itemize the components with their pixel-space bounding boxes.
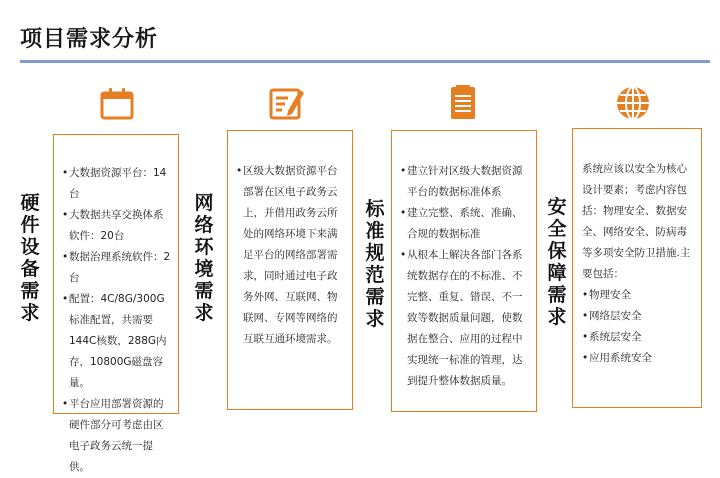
standards-requirements-card: [391, 130, 537, 412]
list-item: • 建立完整、系统、准确、合规的数据标准: [400, 203, 530, 245]
side-label-security: 安全保障需求: [547, 196, 567, 328]
list-item: • 系统层安全: [582, 327, 695, 348]
list-item: • 物理安全: [582, 285, 695, 306]
hardware-requirements-card: [53, 134, 179, 473]
security-requirements-card: [572, 128, 702, 408]
list-item: • 建立针对区级大数据资源平台的数据标准体系: [400, 161, 530, 203]
side-label-standards: 标准规范需求: [365, 198, 385, 330]
list-item: • 网络层安全: [582, 306, 695, 327]
list-item: • 配置：4C/8G/300G标准配置，共需要144C核数，288G内存，10800G磁盘容量。: [62, 289, 172, 394]
list-item: • 数据治理系统软件：2台: [62, 247, 172, 289]
calendar-icon: [98, 84, 136, 122]
list-item: • 区级大数据资源平台部署在区电子政务云上，并借用政务云所处的网络环境下来满足平台的网络部署需求，同时通过电子政务外网、互联网、物联网、专网等网络的互联互通环境需求。: [236, 161, 346, 350]
security-intro: 系统应该以安全为核心设计要素；考虑内容包括：物理安全、数据安全、网络安全、防病毒等多项安全防卫措施.主要包括：: [582, 163, 691, 280]
network-requirements-card: [227, 130, 353, 410]
edit-document-icon: [268, 84, 306, 122]
globe-icon: [614, 84, 652, 122]
title-divider: [20, 60, 710, 63]
list-item: • 平台应用部署资源的硬件部分可考虑由区电子政务云统一提供。: [62, 394, 172, 478]
side-label-hardware: 硬件设备需求: [20, 192, 40, 324]
document-list-icon: [444, 84, 482, 122]
list-item: • 大数据共享交换体系软件：20台: [62, 205, 172, 247]
list-item: • 从根本上解决各部门各系统数据存在的不标准、不完整、重复、错误、不一致等数据质量问题，使数据在整合、应用的过程中实现统一标准的管理，达到提升整体数据质量。: [400, 245, 530, 392]
list-item: • 应用系统安全: [582, 348, 695, 369]
page-title: 项目需求分析: [20, 27, 159, 52]
list-item: • 大数据资源平台：14台: [62, 163, 172, 205]
side-label-network: 网络环境需求: [194, 192, 214, 324]
